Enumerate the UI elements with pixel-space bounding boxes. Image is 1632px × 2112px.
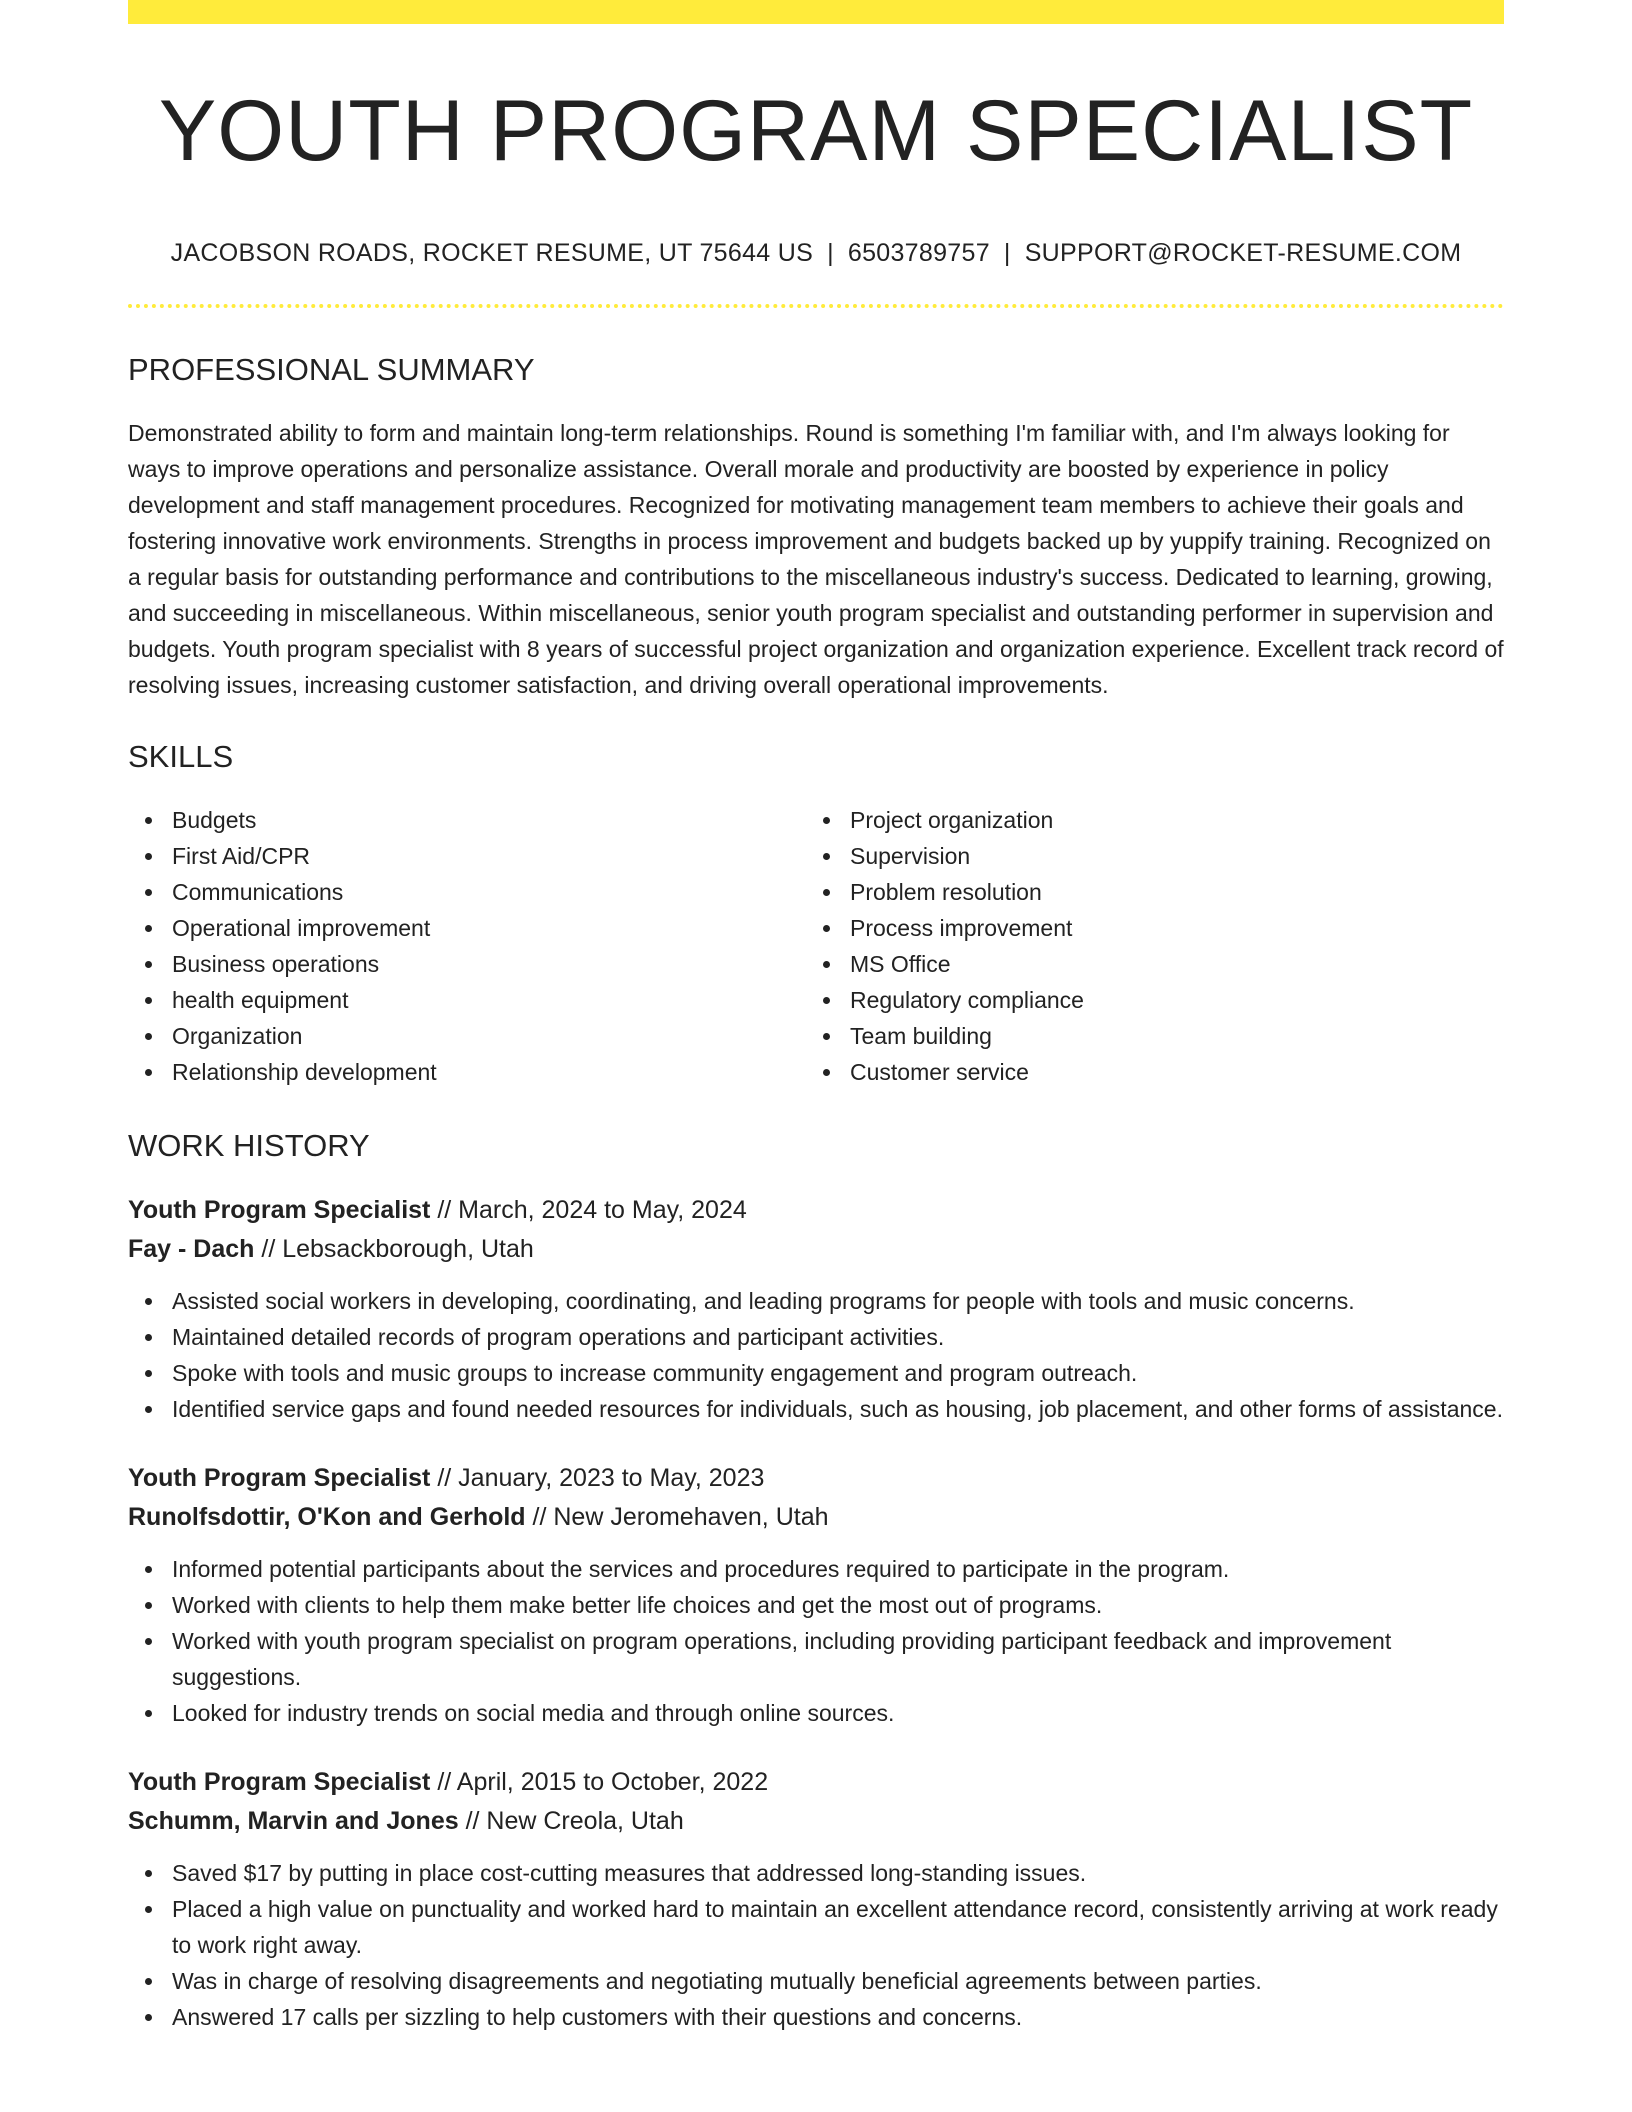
dotted-divider xyxy=(128,304,1504,308)
job-bullet: Placed a high value on punctuality and worked hard to maintain an excellent attendance record, consistently arriving at work ready to work right away. xyxy=(128,1891,1504,1963)
job-bullet: Answered 17 calls per sizzling to help customers with their questions and concerns. xyxy=(128,1999,1504,2035)
job-dates: // January, 2023 to May, 2023 xyxy=(430,1463,765,1492)
job-bullets xyxy=(128,1283,1504,1427)
skill-item: Customer service xyxy=(806,1054,1484,1090)
job-company-line xyxy=(128,1802,1504,1841)
skill-item: Problem resolution xyxy=(806,874,1484,910)
job-bullet: Looked for industry trends on social media and through online sources. xyxy=(128,1695,1504,1731)
skill-item: Communications xyxy=(128,874,806,910)
skill-item: Team building xyxy=(806,1018,1484,1054)
skill-item: Project organization xyxy=(806,802,1484,838)
skill-item: Operational improvement xyxy=(128,910,806,946)
skill-item: Budgets xyxy=(128,802,806,838)
job-bullet: Worked with clients to help them make better life choices and get the most out of programs. xyxy=(128,1587,1504,1623)
skill-item: Regulatory compliance xyxy=(806,982,1484,1018)
skill-item: First Aid/CPR xyxy=(128,838,806,874)
job-dates: // April, 2015 to October, 2022 xyxy=(430,1767,769,1796)
resume-title: YOUTH PROGRAM SPECIALIST xyxy=(158,83,1474,179)
job-bullets xyxy=(128,1855,1504,2035)
job-bullet: Saved $17 by putting in place cost-cutting measures that addressed long-standing issues. xyxy=(128,1855,1504,1891)
job-location: // Lebsackborough, Utah xyxy=(254,1234,534,1263)
job-entry xyxy=(128,1459,1504,1731)
job-role: Youth Program Specialist xyxy=(128,1195,431,1224)
skill-item: Organization xyxy=(128,1018,806,1054)
job-company: Runolfsdottir, O'Kon and Gerhold xyxy=(128,1502,526,1531)
skill-item: Relationship development xyxy=(128,1054,806,1090)
job-bullet: Informed potential participants about the services and procedures required to participate in the program. xyxy=(128,1551,1504,1587)
contact-separator: | xyxy=(1003,238,1011,267)
phone: 6503789757 xyxy=(847,238,990,267)
job-company-line xyxy=(128,1498,1504,1537)
job-bullets xyxy=(128,1551,1504,1731)
skills-list xyxy=(128,802,1504,1090)
job-company: Fay - Dach xyxy=(128,1234,255,1263)
contact-line xyxy=(128,239,1504,268)
job-dates: // March, 2024 to May, 2024 xyxy=(430,1195,747,1224)
job-entry xyxy=(128,1763,1504,2035)
summary-heading: PROFESSIONAL SUMMARY xyxy=(128,351,535,387)
skill-item: Process improvement xyxy=(806,910,1484,946)
accent-bar xyxy=(128,0,1504,24)
job-bullet: Assisted social workers in developing, coordinating, and leading programs for people with tools and music concerns. xyxy=(128,1283,1504,1319)
job-location: // New Creola, Utah xyxy=(458,1806,684,1835)
job-bullet: Was in charge of resolving disagreements and negotiating mutually beneficial agreements between parties. xyxy=(128,1963,1504,1999)
job-role: Youth Program Specialist xyxy=(128,1767,431,1796)
resume-page xyxy=(128,0,1504,2035)
skill-item: Supervision xyxy=(806,838,1484,874)
job-company: Schumm, Marvin and Jones xyxy=(128,1806,459,1835)
skill-item: health equipment xyxy=(128,982,806,1018)
job-location: // New Jeromehaven, Utah xyxy=(525,1502,829,1531)
job-bullet: Identified service gaps and found needed resources for individuals, such as housing, job placement, and other forms of assistance. xyxy=(128,1391,1504,1427)
address: JACOBSON ROADS, ROCKET RESUME, UT 75644 US xyxy=(170,238,814,267)
job-title-line xyxy=(128,1191,1504,1230)
skills-heading: SKILLS xyxy=(128,738,234,774)
contact-separator: | xyxy=(827,238,834,267)
email: SUPPORT@ROCKET-RESUME.COM xyxy=(1024,238,1462,267)
skills-column-right xyxy=(806,802,1484,1090)
job-role: Youth Program Specialist xyxy=(128,1463,431,1492)
job-bullet: Maintained detailed records of program operations and participant activities. xyxy=(128,1319,1504,1355)
skills-column-left xyxy=(128,802,806,1090)
skill-item: MS Office xyxy=(806,946,1484,982)
job-title-line xyxy=(128,1459,1504,1498)
job-bullet: Worked with youth program specialist on program operations, including providing participant feedback and improvement suggestions. xyxy=(128,1623,1504,1695)
skill-item: Business operations xyxy=(128,946,806,982)
work-history-heading: WORK HISTORY xyxy=(128,1127,370,1163)
summary-text: Demonstrated ability to form and maintain long-term relationships. Round is something I'm familiar with, and I'm always looking for ways to improve operations and personalize assistance. Overall morale and productivity are boosted by experience in policy development and staff management procedures. Recognized for motivating management team members to achieve their goals and fostering innovative work environments. Strengths in process improvement and budgets backed up by yuppify training. Recognized on a regular basis for outstanding performance and contributions to the miscellaneous industry's success. Dedicated to learning, growing, and succeeding in miscellaneous. Within miscellaneous, senior youth program specialist and outstanding performer in supervision and budgets. Youth program specialist with 8 years of successful project organization and organization experience. Excellent track record of resolving issues, increasing customer satisfaction, and driving overall operational improvements. xyxy=(128,419,1504,698)
job-entry xyxy=(128,1191,1504,1427)
job-bullet: Spoke with tools and music groups to increase community engagement and program outreach. xyxy=(128,1355,1504,1391)
job-title-line xyxy=(128,1763,1504,1802)
job-company-line xyxy=(128,1230,1504,1269)
